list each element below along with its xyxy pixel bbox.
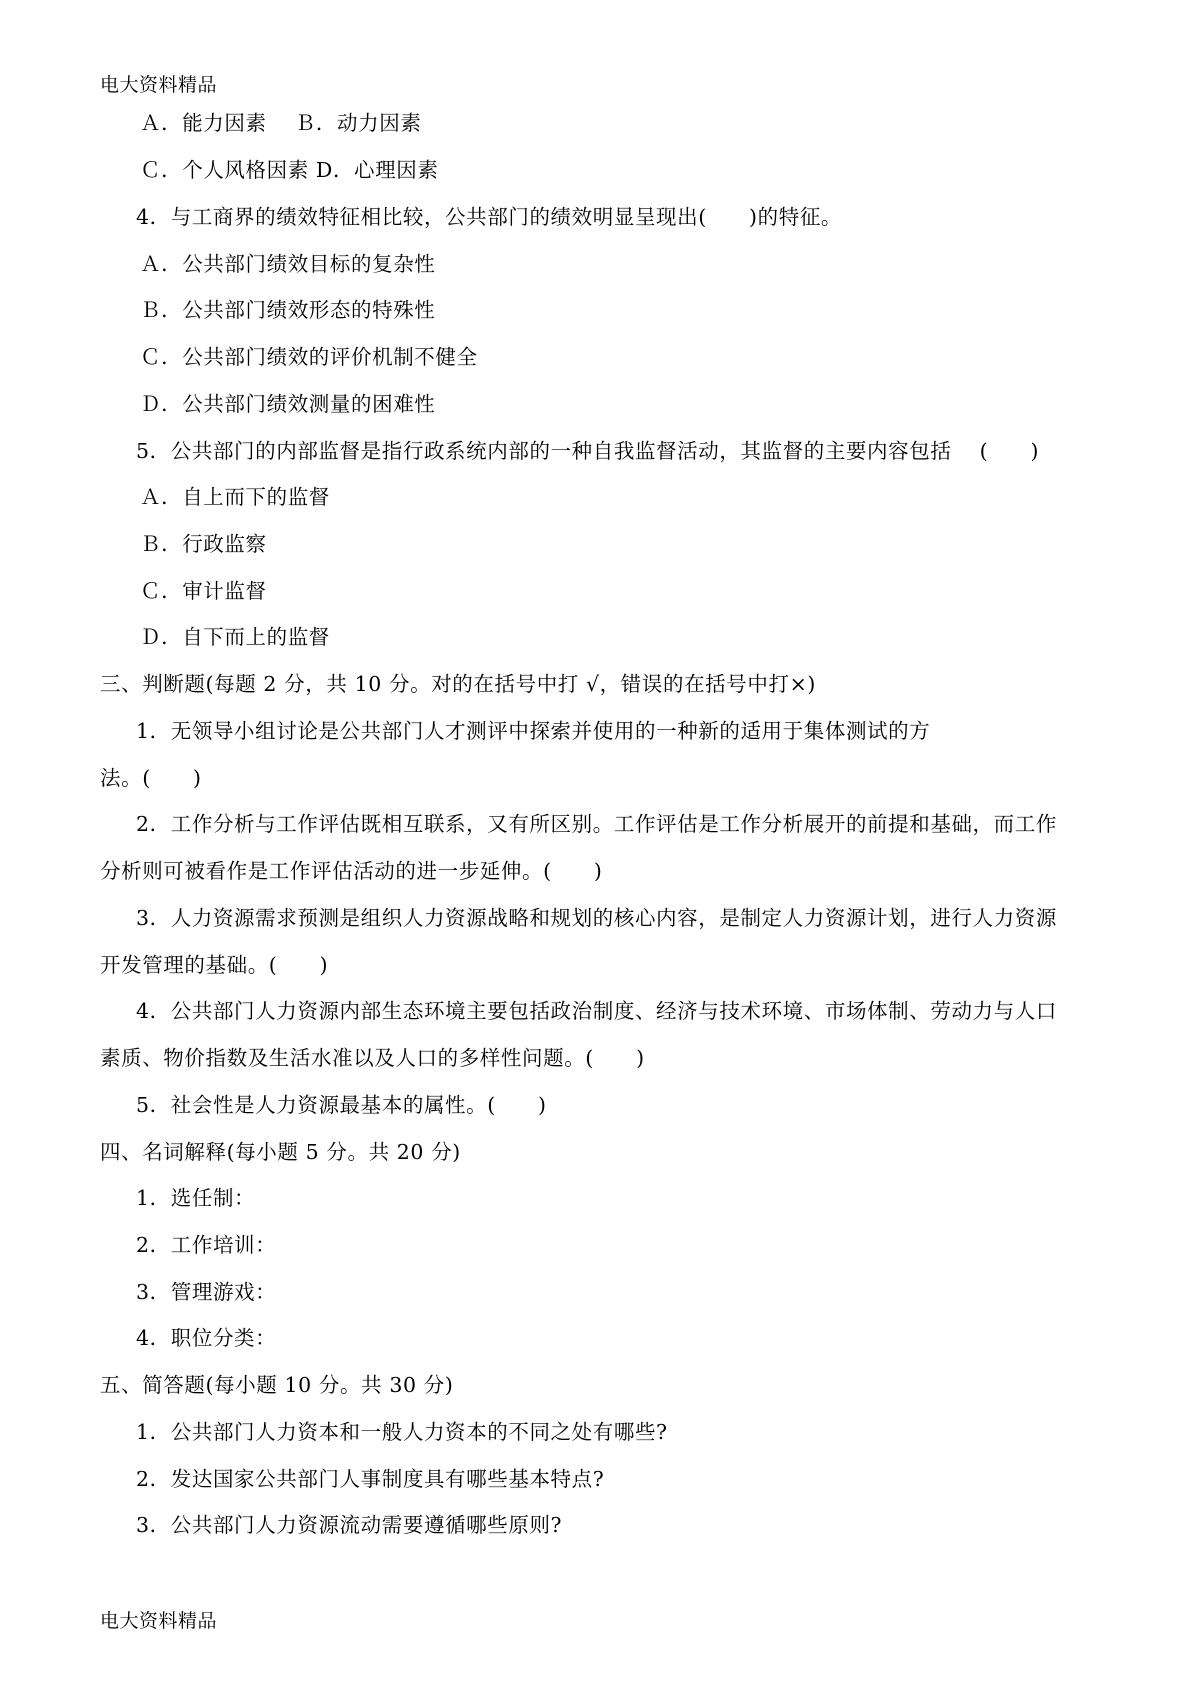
text-line-section3_title: 三、判断题(每题 2 分，共 10 分。对的在括号中打 √，错误的在括号中打×) — [100, 672, 816, 697]
text-line-s3_q2: 2．工作分析与工作评估既相互联系，又有所区别。工作评估是工作分析展开的前提和基础，而工作 — [136, 812, 1057, 837]
text-line-s3_q1_cont: 法。( ) — [100, 765, 202, 790]
document-body — [100, 100, 1091, 1549]
text-line-q4_opt_a: Ａ．公共部门绩效目标的复杂性 — [140, 251, 436, 276]
page-header-note: 电大资料精品 — [100, 74, 218, 96]
text-line-s3_q2_cont: 分析则可被看作是工作评估活动的进一步延伸。( ) — [100, 859, 603, 884]
text-line-q5_opt_c: Ｃ．审计监督 — [140, 578, 267, 603]
text-line-q5_opt_b: Ｂ．行政监察 — [140, 532, 267, 556]
text-line-s3_q4_cont: 素质、物价指数及生活水准以及人口的多样性问题。( ) — [100, 1046, 645, 1071]
text-line-s4_q3: 3．管理游戏： — [136, 1279, 277, 1304]
text-line-s3_q3: 3．人力资源需求预测是组织人力资源战略和规划的核心内容，是制定人力资源计划，进行人力资源 — [136, 905, 1057, 930]
text-line-s3_q5: 5．社会性是人力资源最基本的属性。( ) — [136, 1092, 547, 1117]
text-line-s3_q1: 1．无领导小组讨论是公共部门人才测评中探索并使用的一种新的适用于集体测试的方 — [136, 718, 931, 743]
text-line-section5_title: 五、简答题(每小题 10 分。共 30 分) — [100, 1373, 454, 1398]
text-line-q5_opt_a: Ａ．自上而下的监督 — [140, 485, 330, 510]
text-line-s4_q4: 4．职位分类： — [136, 1326, 277, 1351]
text-line-q4_opt_d: Ｄ．公共部门绩效测量的困难性 — [140, 391, 436, 416]
text-line-q4_stem: 4．与工商界的绩效特征相比较，公共部门的绩效明显呈现出( )的特征。 — [136, 204, 843, 229]
text-line-s5_q1: 1．公共部门人力资本和一般人力资本的不同之处有哪些? — [136, 1419, 668, 1444]
text-line-q3_opt_ab: Ａ．能力因素 Ｂ．动力因素 — [140, 111, 422, 136]
text-line-q3_opt_cd: Ｃ．个人风格因素 D．心理因素 — [140, 158, 439, 183]
page-footer-note: 电大资料精品 — [100, 1609, 218, 1632]
text-line-s5_q3: 3．公共部门人力资源流动需要遵循哪些原则? — [136, 1513, 563, 1538]
text-line-section4_title: 四、名词解释(每小题 5 分。共 20 分) — [100, 1139, 461, 1164]
text-line-s4_q2: 2．工作培训： — [136, 1233, 277, 1258]
text-line-s4_q1: 1．选任制： — [136, 1186, 256, 1211]
text-line-s3_q4: 4．公共部门人力资源内部生态环境主要包括政治制度、经济与技术环境、市场体制、劳动力与人口 — [136, 999, 1057, 1024]
text-line-s3_q3_cont: 开发管理的基础。( ) — [100, 952, 329, 977]
text-line-q5_opt_d: Ｄ．自下而上的监督 — [140, 625, 330, 650]
text-line-q4_opt_c: Ｃ．公共部门绩效的评价机制不健全 — [140, 345, 478, 370]
text-line-q4_opt_b: Ｂ．公共部门绩效形态的特殊性 — [140, 298, 436, 323]
text-line-s5_q2: 2．发达国家公共部门人事制度具有哪些基本特点? — [136, 1466, 605, 1491]
text-line-q5_stem: 5．公共部门的内部监督是指行政系统内部的一种自我监督活动，其监督的主要内容包括 ( ) — [136, 438, 1040, 463]
